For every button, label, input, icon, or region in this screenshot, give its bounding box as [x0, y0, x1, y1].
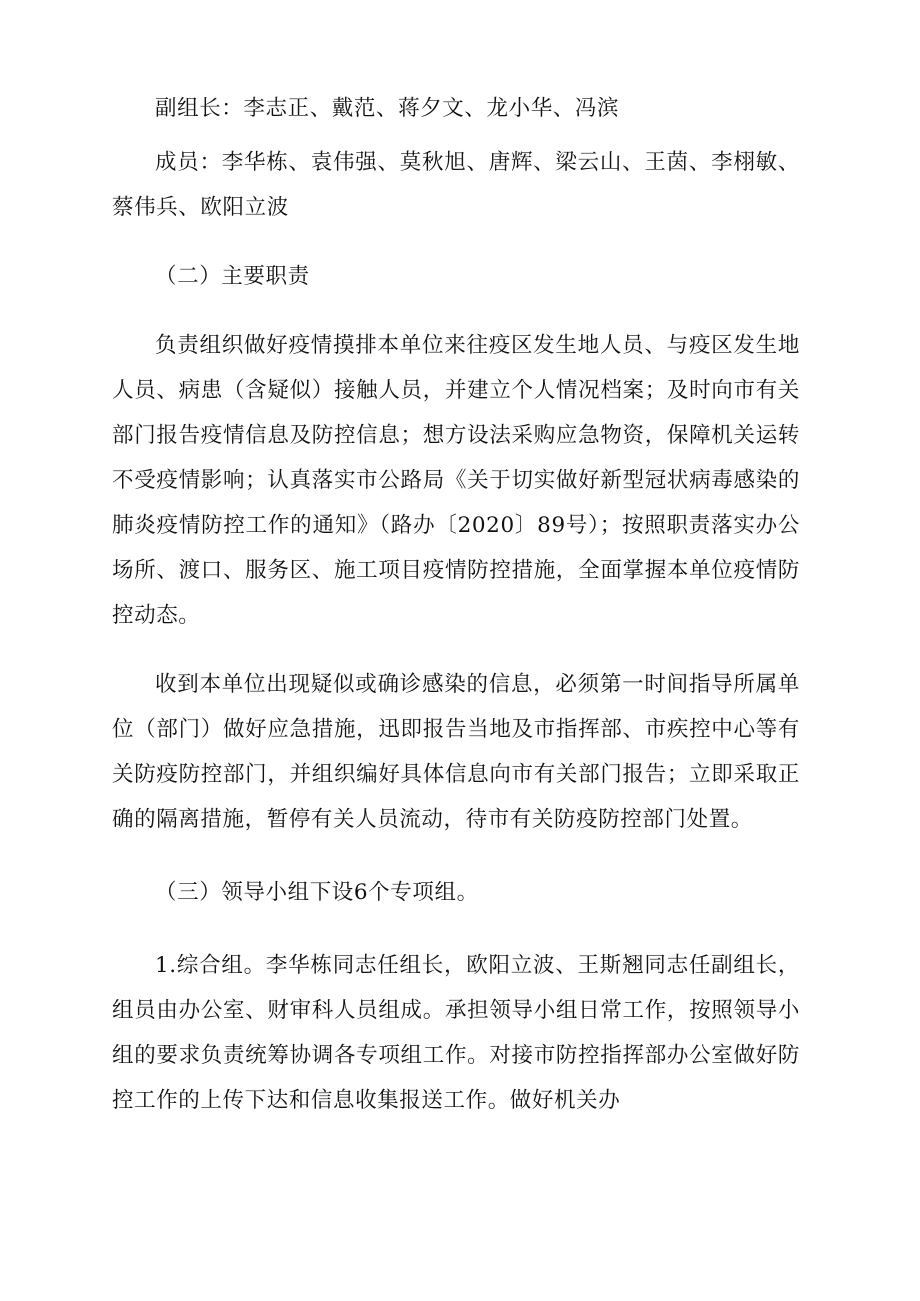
comprehensive-group-paragraph: 1.综合组。李华栋同志任组长，欧阳立波、王斯翘同志任副组长，组员由办公室、财审科人员组成。承担领导小组日常工作，按照领导小组的要求负责统筹协调各专项组工作。对接市防控指挥部办公室做好防控工作的上传下达和信息收集报送工作。做好机关办 — [112, 953, 800, 1113]
members-paragraph: 成员：李华栋、袁伟强、莫秋旭、唐辉、梁云山、王茵、李栩敏、蔡伟兵、欧阳立波 — [112, 150, 800, 220]
section-heading-special-groups: （三）领导小组下设6个专项组。 — [155, 880, 479, 905]
duties-paragraph: 负责组织做好疫情摸排本单位来往疫区发生地人员、与疫区发生地人员、病患（含疑似）接触人员，并建立个人情况档案；及时向市有关部门报告疫情信息及防控信息；想方设法采购应急物资，保障机关运转不受疫情影响；认真落实市公路局《关于切实做好新型冠状病毒感染的肺炎疫情防控工作的通知》（路办〔2020〕89号）；按照职责落实办公场所、渡口、服务区、施工项目疫情防控措施，全面掌握本单位疫情防控动态。 — [112, 333, 800, 628]
document-body — [112, 86, 800, 1123]
section-heading-main-duties: （二）主要职责 — [155, 264, 310, 289]
deputy-leaders-paragraph: 副组长：李志正、戴范、蒋夕文、龙小华、冯滨 — [155, 96, 620, 121]
emergency-response-paragraph: 收到本单位出现疑似或确诊感染的信息，必须第一时间指导所属单位（部门）做好应急措施，迅即报告当地及市指挥部、市疾控中心等有关防疫防控部门，并组织编好具体信息向市有关部门报告；立即采取正确的隔离措施，暂停有关人员流动，待市有关防疫防控部门处置。 — [112, 672, 800, 832]
